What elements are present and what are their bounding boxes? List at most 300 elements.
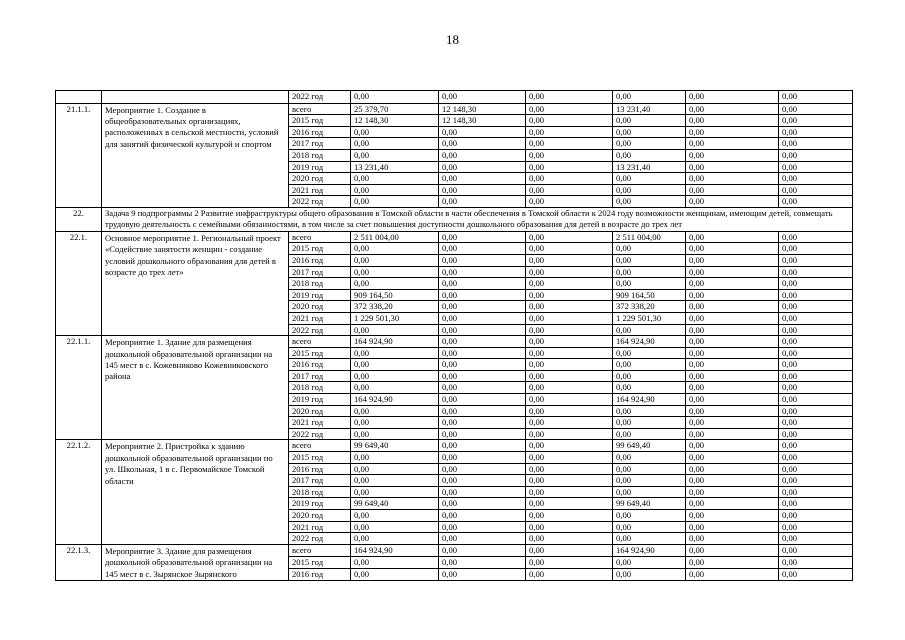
other-cell: 0,00 xyxy=(779,498,853,510)
regional-cell: 0,00 xyxy=(526,521,613,533)
local-cell: 0,00 xyxy=(613,405,686,417)
total-cell: 0,00 xyxy=(351,475,439,487)
federal-cell: 0,00 xyxy=(439,428,526,440)
total-cell: 0,00 xyxy=(351,91,439,104)
extra-cell: 0,00 xyxy=(686,359,779,371)
local-cell: 0,00 xyxy=(613,452,686,464)
federal-cell: 0,00 xyxy=(439,126,526,138)
regional-cell: 0,00 xyxy=(526,533,613,545)
activity-description-cell: Мероприятие 3. Здание для размещения дошкольной образовательной организации на 145 мест в с. Зырянское Зырянского xyxy=(102,544,289,580)
regional-cell: 0,00 xyxy=(526,370,613,382)
extra-cell: 0,00 xyxy=(686,382,779,394)
row-number-cell: 22. xyxy=(56,207,102,231)
local-cell: 0,00 xyxy=(613,254,686,266)
total-cell: 0,00 xyxy=(351,138,439,150)
regional-cell: 0,00 xyxy=(526,103,613,115)
other-cell: 0,00 xyxy=(779,278,853,290)
extra-cell: 0,00 xyxy=(686,336,779,348)
local-cell: 2 511 004,00 xyxy=(613,231,686,243)
extra-cell: 0,00 xyxy=(686,289,779,301)
period-cell: 2015 год xyxy=(289,347,351,359)
local-cell: 0,00 xyxy=(613,521,686,533)
federal-cell: 0,00 xyxy=(439,161,526,173)
period-cell: 2018 год xyxy=(289,278,351,290)
extra-cell: 0,00 xyxy=(686,278,779,290)
regional-cell: 0,00 xyxy=(526,196,613,208)
extra-cell: 0,00 xyxy=(686,417,779,429)
period-cell: 2015 год xyxy=(289,452,351,464)
period-cell: всего xyxy=(289,336,351,348)
total-cell: 0,00 xyxy=(351,359,439,371)
extra-cell: 0,00 xyxy=(686,370,779,382)
extra-cell: 0,00 xyxy=(686,301,779,313)
period-cell: 2018 год xyxy=(289,486,351,498)
local-cell: 164 924,90 xyxy=(613,394,686,406)
row-number-cell: 22.1.2. xyxy=(56,440,102,544)
federal-cell: 0,00 xyxy=(439,254,526,266)
other-cell: 0,00 xyxy=(779,359,853,371)
period-cell: 2018 год xyxy=(289,382,351,394)
regional-cell: 0,00 xyxy=(526,126,613,138)
regional-cell: 0,00 xyxy=(526,138,613,150)
period-cell: 2020 год xyxy=(289,301,351,313)
other-cell: 0,00 xyxy=(779,521,853,533)
period-cell: 2019 год xyxy=(289,498,351,510)
federal-cell: 0,00 xyxy=(439,266,526,278)
other-cell: 0,00 xyxy=(779,347,853,359)
period-cell: 2017 год xyxy=(289,138,351,150)
total-cell: 164 924,90 xyxy=(351,394,439,406)
local-cell: 909 164,50 xyxy=(613,289,686,301)
period-cell: 2017 год xyxy=(289,266,351,278)
federal-cell: 0,00 xyxy=(439,452,526,464)
regional-cell: 0,00 xyxy=(526,173,613,185)
other-cell: 0,00 xyxy=(779,324,853,336)
extra-cell: 0,00 xyxy=(686,533,779,545)
period-cell: 2015 год xyxy=(289,243,351,255)
period-cell: 2019 год xyxy=(289,161,351,173)
total-cell: 0,00 xyxy=(351,184,439,196)
other-cell: 0,00 xyxy=(779,243,853,255)
regional-cell: 0,00 xyxy=(526,278,613,290)
federal-cell: 0,00 xyxy=(439,533,526,545)
federal-cell: 0,00 xyxy=(439,417,526,429)
local-cell: 0,00 xyxy=(613,243,686,255)
period-cell: 2017 год xyxy=(289,475,351,487)
total-cell: 1 229 501,30 xyxy=(351,312,439,324)
total-cell: 0,00 xyxy=(351,347,439,359)
local-cell: 164 924,90 xyxy=(613,336,686,348)
other-cell: 0,00 xyxy=(779,370,853,382)
total-cell: 0,00 xyxy=(351,428,439,440)
regional-cell: 0,00 xyxy=(526,382,613,394)
federal-cell: 0,00 xyxy=(439,544,526,556)
local-cell: 0,00 xyxy=(613,510,686,522)
extra-cell: 0,00 xyxy=(686,149,779,161)
regional-cell: 0,00 xyxy=(526,405,613,417)
regional-cell: 0,00 xyxy=(526,324,613,336)
extra-cell: 0,00 xyxy=(686,556,779,568)
other-cell: 0,00 xyxy=(779,184,853,196)
federal-cell: 0,00 xyxy=(439,370,526,382)
local-cell: 0,00 xyxy=(613,149,686,161)
extra-cell: 0,00 xyxy=(686,138,779,150)
row-number-cell: 22.1.1. xyxy=(56,336,102,440)
other-cell: 0,00 xyxy=(779,103,853,115)
period-cell: всего xyxy=(289,103,351,115)
other-cell: 0,00 xyxy=(779,91,853,104)
regional-cell: 0,00 xyxy=(526,312,613,324)
total-cell: 0,00 xyxy=(351,196,439,208)
regional-cell: 0,00 xyxy=(526,347,613,359)
regional-cell: 0,00 xyxy=(526,254,613,266)
extra-cell: 0,00 xyxy=(686,324,779,336)
local-cell: 0,00 xyxy=(613,382,686,394)
total-cell: 164 924,90 xyxy=(351,336,439,348)
extra-cell: 0,00 xyxy=(686,254,779,266)
regional-cell: 0,00 xyxy=(526,486,613,498)
extra-cell: 0,00 xyxy=(686,521,779,533)
extra-cell: 0,00 xyxy=(686,243,779,255)
total-cell: 12 148,30 xyxy=(351,115,439,127)
other-cell: 0,00 xyxy=(779,231,853,243)
federal-cell: 0,00 xyxy=(439,556,526,568)
regional-cell: 0,00 xyxy=(526,184,613,196)
budget-table xyxy=(55,90,853,581)
extra-cell: 0,00 xyxy=(686,440,779,452)
other-cell: 0,00 xyxy=(779,452,853,464)
extra-cell: 0,00 xyxy=(686,405,779,417)
regional-cell: 0,00 xyxy=(526,91,613,104)
local-cell: 0,00 xyxy=(613,91,686,104)
period-cell: 2022 год xyxy=(289,91,351,104)
period-cell: всего xyxy=(289,440,351,452)
federal-cell: 0,00 xyxy=(439,324,526,336)
other-cell: 0,00 xyxy=(779,405,853,417)
period-cell: 2016 год xyxy=(289,126,351,138)
other-cell: 0,00 xyxy=(779,161,853,173)
total-cell: 0,00 xyxy=(351,417,439,429)
federal-cell: 0,00 xyxy=(439,231,526,243)
other-cell: 0,00 xyxy=(779,510,853,522)
federal-cell: 0,00 xyxy=(439,184,526,196)
local-cell: 0,00 xyxy=(613,475,686,487)
federal-cell: 0,00 xyxy=(439,359,526,371)
other-cell: 0,00 xyxy=(779,394,853,406)
table-row xyxy=(56,91,853,104)
regional-cell: 0,00 xyxy=(526,115,613,127)
total-cell: 0,00 xyxy=(351,126,439,138)
federal-cell: 0,00 xyxy=(439,196,526,208)
regional-cell: 0,00 xyxy=(526,301,613,313)
other-cell: 0,00 xyxy=(779,440,853,452)
period-cell: 2020 год xyxy=(289,510,351,522)
extra-cell: 0,00 xyxy=(686,126,779,138)
extra-cell: 0,00 xyxy=(686,394,779,406)
local-cell: 0,00 xyxy=(613,428,686,440)
total-cell: 0,00 xyxy=(351,521,439,533)
table-row xyxy=(56,336,853,348)
total-cell: 0,00 xyxy=(351,243,439,255)
extra-cell: 0,00 xyxy=(686,184,779,196)
federal-cell: 0,00 xyxy=(439,289,526,301)
federal-cell: 0,00 xyxy=(439,405,526,417)
regional-cell: 0,00 xyxy=(526,452,613,464)
federal-cell: 0,00 xyxy=(439,440,526,452)
local-cell: 0,00 xyxy=(613,533,686,545)
federal-cell: 0,00 xyxy=(439,138,526,150)
regional-cell: 0,00 xyxy=(526,544,613,556)
regional-cell: 0,00 xyxy=(526,161,613,173)
period-cell: 2021 год xyxy=(289,521,351,533)
row-number-cell xyxy=(56,91,102,104)
total-cell: 99 649,40 xyxy=(351,498,439,510)
period-cell: 2022 год xyxy=(289,324,351,336)
federal-cell: 0,00 xyxy=(439,382,526,394)
extra-cell: 0,00 xyxy=(686,510,779,522)
extra-cell: 0,00 xyxy=(686,91,779,104)
other-cell: 0,00 xyxy=(779,382,853,394)
extra-cell: 0,00 xyxy=(686,475,779,487)
period-cell: 2021 год xyxy=(289,312,351,324)
regional-cell: 0,00 xyxy=(526,394,613,406)
federal-cell: 0,00 xyxy=(439,568,526,580)
table-body xyxy=(56,91,853,581)
total-cell: 99 649,40 xyxy=(351,440,439,452)
regional-cell: 0,00 xyxy=(526,266,613,278)
regional-cell: 0,00 xyxy=(526,510,613,522)
federal-cell: 0,00 xyxy=(439,173,526,185)
other-cell: 0,00 xyxy=(779,138,853,150)
other-cell: 0,00 xyxy=(779,289,853,301)
period-cell: 2019 год xyxy=(289,394,351,406)
local-cell: 0,00 xyxy=(613,463,686,475)
total-cell: 0,00 xyxy=(351,556,439,568)
period-cell: 2016 год xyxy=(289,463,351,475)
local-cell: 99 649,40 xyxy=(613,498,686,510)
federal-cell: 0,00 xyxy=(439,301,526,313)
federal-cell: 0,00 xyxy=(439,486,526,498)
table-row xyxy=(56,103,853,115)
total-cell: 0,00 xyxy=(351,486,439,498)
federal-cell: 0,00 xyxy=(439,347,526,359)
federal-cell: 12 148,30 xyxy=(439,103,526,115)
federal-cell: 0,00 xyxy=(439,278,526,290)
federal-cell: 12 148,30 xyxy=(439,115,526,127)
extra-cell: 0,00 xyxy=(686,463,779,475)
page-number: 18 xyxy=(446,32,459,47)
local-cell: 0,00 xyxy=(613,138,686,150)
local-cell: 13 231,40 xyxy=(613,103,686,115)
local-cell: 0,00 xyxy=(613,347,686,359)
total-cell: 2 511 004,00 xyxy=(351,231,439,243)
local-cell: 13 231,40 xyxy=(613,161,686,173)
period-cell: 2022 год xyxy=(289,428,351,440)
local-cell: 164 924,90 xyxy=(613,544,686,556)
extra-cell: 0,00 xyxy=(686,266,779,278)
local-cell: 0,00 xyxy=(613,196,686,208)
regional-cell: 0,00 xyxy=(526,428,613,440)
extra-cell: 0,00 xyxy=(686,498,779,510)
federal-cell: 0,00 xyxy=(439,243,526,255)
period-cell: 2015 год xyxy=(289,115,351,127)
local-cell: 0,00 xyxy=(613,173,686,185)
regional-cell: 0,00 xyxy=(526,417,613,429)
local-cell: 0,00 xyxy=(613,568,686,580)
other-cell: 0,00 xyxy=(779,266,853,278)
period-cell: 2021 год xyxy=(289,417,351,429)
federal-cell: 0,00 xyxy=(439,91,526,104)
local-cell: 0,00 xyxy=(613,324,686,336)
extra-cell: 0,00 xyxy=(686,568,779,580)
other-cell: 0,00 xyxy=(779,463,853,475)
federal-cell: 0,00 xyxy=(439,312,526,324)
extra-cell: 0,00 xyxy=(686,161,779,173)
task-row xyxy=(56,207,853,231)
federal-cell: 0,00 xyxy=(439,394,526,406)
period-cell: всего xyxy=(289,231,351,243)
local-cell: 0,00 xyxy=(613,359,686,371)
federal-cell: 0,00 xyxy=(439,463,526,475)
other-cell: 0,00 xyxy=(779,533,853,545)
other-cell: 0,00 xyxy=(779,417,853,429)
extra-cell: 0,00 xyxy=(686,231,779,243)
other-cell: 0,00 xyxy=(779,475,853,487)
local-cell: 0,00 xyxy=(613,556,686,568)
row-number-cell: 21.1.1. xyxy=(56,103,102,207)
table-row xyxy=(56,231,853,243)
other-cell: 0,00 xyxy=(779,254,853,266)
other-cell: 0,00 xyxy=(779,544,853,556)
other-cell: 0,00 xyxy=(779,336,853,348)
regional-cell: 0,00 xyxy=(526,440,613,452)
regional-cell: 0,00 xyxy=(526,475,613,487)
other-cell: 0,00 xyxy=(779,568,853,580)
other-cell: 0,00 xyxy=(779,126,853,138)
activity-description-cell: Мероприятие 1. Создание в общеобразовательных организациях, расположенных в сельской местности, условий для занятий физической культурой и спортом xyxy=(102,103,289,207)
local-cell: 1 229 501,30 xyxy=(613,312,686,324)
extra-cell: 0,00 xyxy=(686,196,779,208)
total-cell: 0,00 xyxy=(351,405,439,417)
local-cell: 0,00 xyxy=(613,184,686,196)
activity-description-cell xyxy=(102,91,289,104)
row-number-cell: 22.1.3. xyxy=(56,544,102,580)
period-cell: 2020 год xyxy=(289,405,351,417)
regional-cell: 0,00 xyxy=(526,243,613,255)
period-cell: 2020 год xyxy=(289,173,351,185)
total-cell: 0,00 xyxy=(351,452,439,464)
row-number-cell: 22.1. xyxy=(56,231,102,335)
extra-cell: 0,00 xyxy=(686,486,779,498)
other-cell: 0,00 xyxy=(779,428,853,440)
total-cell: 25 379,70 xyxy=(351,103,439,115)
regional-cell: 0,00 xyxy=(526,289,613,301)
total-cell: 0,00 xyxy=(351,382,439,394)
period-cell: всего xyxy=(289,544,351,556)
other-cell: 0,00 xyxy=(779,196,853,208)
period-cell: 2022 год xyxy=(289,196,351,208)
period-cell: 2021 год xyxy=(289,184,351,196)
regional-cell: 0,00 xyxy=(526,359,613,371)
extra-cell: 0,00 xyxy=(686,452,779,464)
extra-cell: 0,00 xyxy=(686,115,779,127)
regional-cell: 0,00 xyxy=(526,463,613,475)
total-cell: 0,00 xyxy=(351,510,439,522)
activity-description-cell: Основное мероприятие 1. Региональный проект «Содействие занятости женщин - создание условий дошкольного образования для детей в возрасте до трех лет» xyxy=(102,231,289,335)
total-cell: 13 231,40 xyxy=(351,161,439,173)
other-cell: 0,00 xyxy=(779,115,853,127)
federal-cell: 0,00 xyxy=(439,510,526,522)
local-cell: 0,00 xyxy=(613,278,686,290)
regional-cell: 0,00 xyxy=(526,336,613,348)
total-cell: 0,00 xyxy=(351,254,439,266)
federal-cell: 0,00 xyxy=(439,149,526,161)
federal-cell: 0,00 xyxy=(439,521,526,533)
total-cell: 0,00 xyxy=(351,324,439,336)
extra-cell: 0,00 xyxy=(686,103,779,115)
period-cell: 2016 год xyxy=(289,568,351,580)
total-cell: 0,00 xyxy=(351,463,439,475)
local-cell: 0,00 xyxy=(613,266,686,278)
other-cell: 0,00 xyxy=(779,149,853,161)
total-cell: 0,00 xyxy=(351,266,439,278)
total-cell: 0,00 xyxy=(351,370,439,382)
activity-description-cell: Мероприятие 1. Здание для размещения дошкольной образовательной организации на 145 мест в с. Кожевниково Кожевниковского района xyxy=(102,336,289,440)
table-row xyxy=(56,544,853,556)
total-cell: 909 164,50 xyxy=(351,289,439,301)
extra-cell: 0,00 xyxy=(686,347,779,359)
task-description-cell: Задача 9 подпрограммы 2 Развитие инфраструктуры общего образования в Томской области в части обеспечения в Томской области к 2024 году возможности женщинам, имеющим детей, совмещать трудовую деятельность с семейными обязанностями, в том числе за счет повышения доступности дошкольного образования для детей в возрасте до трех лет xyxy=(102,207,853,231)
period-cell: 2022 год xyxy=(289,533,351,545)
federal-cell: 0,00 xyxy=(439,336,526,348)
local-cell: 99 649,40 xyxy=(613,440,686,452)
local-cell: 0,00 xyxy=(613,486,686,498)
local-cell: 0,00 xyxy=(613,115,686,127)
local-cell: 372 338,20 xyxy=(613,301,686,313)
total-cell: 0,00 xyxy=(351,533,439,545)
period-cell: 2018 год xyxy=(289,149,351,161)
regional-cell: 0,00 xyxy=(526,231,613,243)
local-cell: 0,00 xyxy=(613,370,686,382)
activity-description-cell: Мероприятие 2. Пристройка к зданию дошкольной образовательной организации по ул. Школьная, 1 в с. Первомайское Томской области xyxy=(102,440,289,544)
extra-cell: 0,00 xyxy=(686,544,779,556)
period-cell: 2016 год xyxy=(289,254,351,266)
local-cell: 0,00 xyxy=(613,417,686,429)
regional-cell: 0,00 xyxy=(526,568,613,580)
other-cell: 0,00 xyxy=(779,301,853,313)
total-cell: 0,00 xyxy=(351,568,439,580)
period-cell: 2016 год xyxy=(289,359,351,371)
other-cell: 0,00 xyxy=(779,556,853,568)
period-cell: 2019 год xyxy=(289,289,351,301)
federal-cell: 0,00 xyxy=(439,475,526,487)
total-cell: 0,00 xyxy=(351,173,439,185)
local-cell: 0,00 xyxy=(613,126,686,138)
regional-cell: 0,00 xyxy=(526,556,613,568)
federal-cell: 0,00 xyxy=(439,498,526,510)
extra-cell: 0,00 xyxy=(686,312,779,324)
regional-cell: 0,00 xyxy=(526,498,613,510)
period-cell: 2017 год xyxy=(289,370,351,382)
table-row xyxy=(56,440,853,452)
period-cell: 2015 год xyxy=(289,556,351,568)
total-cell: 0,00 xyxy=(351,278,439,290)
extra-cell: 0,00 xyxy=(686,173,779,185)
other-cell: 0,00 xyxy=(779,312,853,324)
extra-cell: 0,00 xyxy=(686,428,779,440)
other-cell: 0,00 xyxy=(779,486,853,498)
regional-cell: 0,00 xyxy=(526,149,613,161)
